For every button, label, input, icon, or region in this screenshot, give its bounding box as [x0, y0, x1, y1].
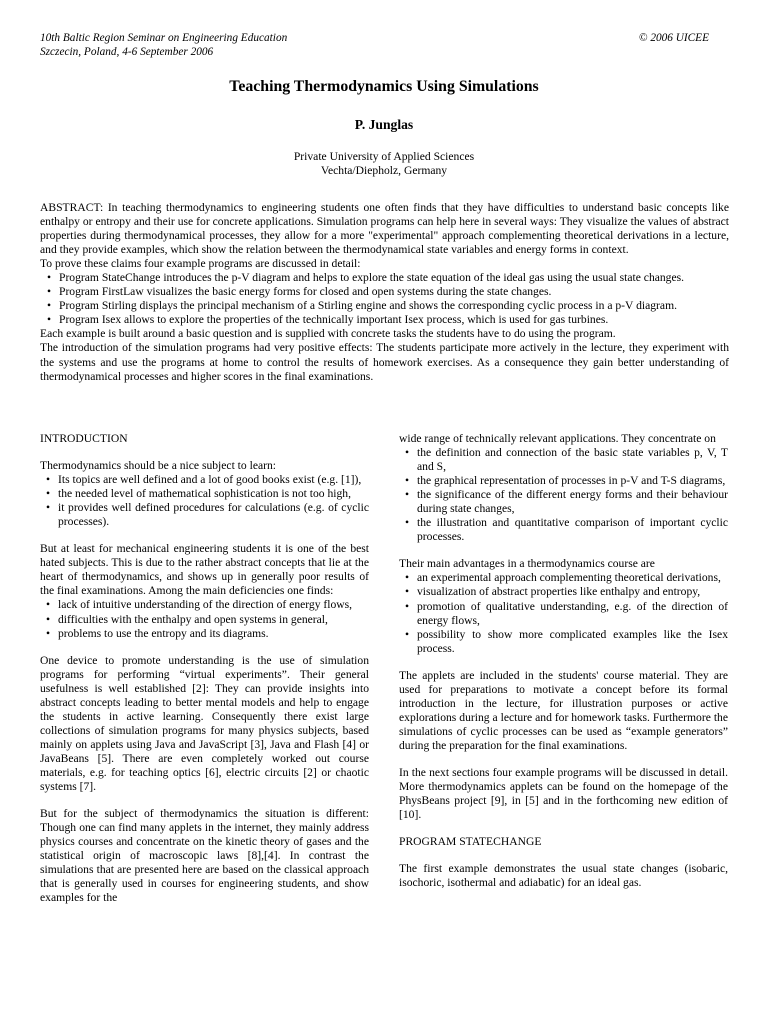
list-item: • visualization of abstract properties like enthalpy and entropy,	[399, 585, 728, 599]
bullet-list	[40, 473, 369, 529]
list-item: • promotion of qualitative understanding, e.g. of the direction of energy flows,	[399, 600, 728, 628]
running-header	[40, 31, 712, 59]
right-column	[399, 432, 728, 890]
body-paragraph: But at least for mechanical engineering students it is one of the best hated subjects. This is due to the rather abstract concepts that lie at the heart of thermodynamics, and shows up in generally poor results of the final examinations. Among the main deficiencies one finds:	[40, 542, 369, 598]
copyright-notice: © 2006 UICEE	[638, 32, 709, 44]
affiliation-line: Private University of Applied Sciences	[293, 150, 475, 163]
program-list	[40, 271, 729, 327]
author-name: P. Junglas	[354, 117, 414, 132]
abstract-paragraph: To prove these claims four example programs are discussed in detail:	[40, 257, 361, 271]
section-heading: INTRODUCTION	[40, 432, 128, 445]
conference-name: 10th Baltic Region Seminar on Engineering Education	[40, 32, 288, 44]
affiliation	[0, 150, 768, 178]
body-paragraph: One device to promote understanding is the use of simulation programs for performing “virtual experiments”. Their general usefulness is well established [2]: They can provide insights into abstract concepts leading to better mental models and help to engage the students in active learning. Consequently there exist large collections of simulation programs for many physics subjects, based mainly on applets using Java and JavaScript [3], Java and Flash [4] or JavaBeans [5]. There are even completely worked out course materials, e.g. for teaching optics [6], electric circuits [2] or chaotic systems [7].	[40, 653, 369, 794]
list-item: • possibility to show more complicated examples like the Isex process.	[399, 628, 728, 656]
list-item: • Program StateChange introduces the p-V diagram and helps to explore the state equation of the ideal gas using the usual state changes.	[40, 271, 729, 285]
list-item: • Its topics are well defined and a lot of good books exist (e.g. [1]),	[40, 473, 369, 487]
bullet-list	[399, 571, 728, 655]
body-paragraph: wide range of technically relevant applications. They concentrate on	[399, 432, 716, 445]
list-item: • Program FirstLaw visualizes the basic energy forms for closed and open systems during the state changes.	[40, 285, 729, 299]
list-item: • an experimental approach complementing theoretical derivations,	[399, 571, 728, 585]
affiliation-line: Vechta/Diepholz, Germany	[320, 164, 448, 177]
body-paragraph: Thermodynamics should be a nice subject to learn:	[40, 459, 276, 473]
list-item: • Program Isex allows to explore the properties of the technically important Isex process, which is used for gas turbines.	[40, 313, 729, 327]
body-paragraph: The first example demonstrates the usual state changes (isobaric, isochoric, isothermal and adiabatic) for an ideal gas.	[399, 862, 728, 890]
bullet-list	[40, 598, 369, 640]
abstract	[40, 201, 729, 384]
list-item: • Program Stirling displays the principal mechanism of a Stirling engine and shows the corresponding cyclic process in a p-V diagram.	[40, 299, 729, 313]
list-item: • it provides well defined procedures for calculations (e.g. of cyclic processes).	[40, 501, 369, 529]
section-heading: PROGRAM STATECHANGE	[399, 835, 542, 849]
list-item: • the definition and connection of the basic state variables p, V, T and S,	[399, 446, 728, 474]
list-item: • difficulties with the enthalpy and open systems in general,	[40, 613, 369, 627]
body-paragraph: Their main advantages in a thermodynamics course are	[399, 557, 655, 571]
body-paragraph: But for the subject of thermodynamics the situation is different: Though one can find many applets in the internet, they mainly address physics courses and concentrate on the kinetic theory of gases and the statistical origin of macroscopic laws [8],[4]. In contrast the simulations that are presented here are based on the classical approach that is generally used in courses for engineering students, and show examples for the	[40, 807, 369, 905]
body-paragraph: In the next sections four example programs will be discussed in detail. More thermodynamics applets can be found on the homepage of the PhysBeans project [9], in [5] and in the forthcoming new edition of [10].	[399, 765, 728, 822]
list-item: • the illustration and quantitative comparison of important cyclic processes.	[399, 516, 728, 544]
paper-title: Teaching Thermodynamics Using Simulations	[229, 78, 539, 95]
list-item: • the needed level of mathematical sophistication is not too high,	[40, 487, 369, 501]
list-item: • problems to use the entropy and its diagrams.	[40, 627, 369, 641]
body-paragraph: The applets are included in the students' course material. They are used for preparations to motivate a concept before its formal introduction in the lecture, for illustration purposes or active explorations during a lecture and for homework tasks. Furthermore the simulations of cyclic processes can be used as “example generators” during the preparation for the final examinations.	[399, 668, 728, 752]
abstract-paragraph: Each example is built around a basic question and is supplied with concrete tasks the students have to do using the program.	[40, 327, 616, 341]
abstract-paragraph: The introduction of the simulation programs had very positive effects: The students participate more actively in the lecture, they experiment with the systems and use the programs at home to control the results of homework exercises. As a consequence they gain better understanding of thermodynamical processes and higher scores in the final examinations.	[40, 341, 729, 383]
bullet-list	[399, 446, 728, 544]
left-column	[40, 432, 369, 905]
conference-location: Szczecin, Poland, 4-6 September 2006	[40, 46, 214, 58]
list-item: • the graphical representation of processes in p-V and T-S diagrams,	[399, 474, 728, 488]
abstract-paragraph: ABSTRACT: In teaching thermodynamics to engineering students one often finds that they have difficulties to understand basic concepts like enthalpy or entropy and their use for concrete applications. Simulation programs can help here in several ways: They visualize the values of abstract properties during thermodynamical processes, they allow for a more "experimental" approach complementing theoretical derivations in a lecture, and they provide examples, which show the relation between the thermodynamical state variables and energy forms in context.	[40, 201, 729, 257]
list-item: • lack of intuitive understanding of the direction of energy flows,	[40, 598, 369, 612]
list-item: • the significance of the different energy forms and their behaviour during state changes,	[399, 488, 728, 516]
